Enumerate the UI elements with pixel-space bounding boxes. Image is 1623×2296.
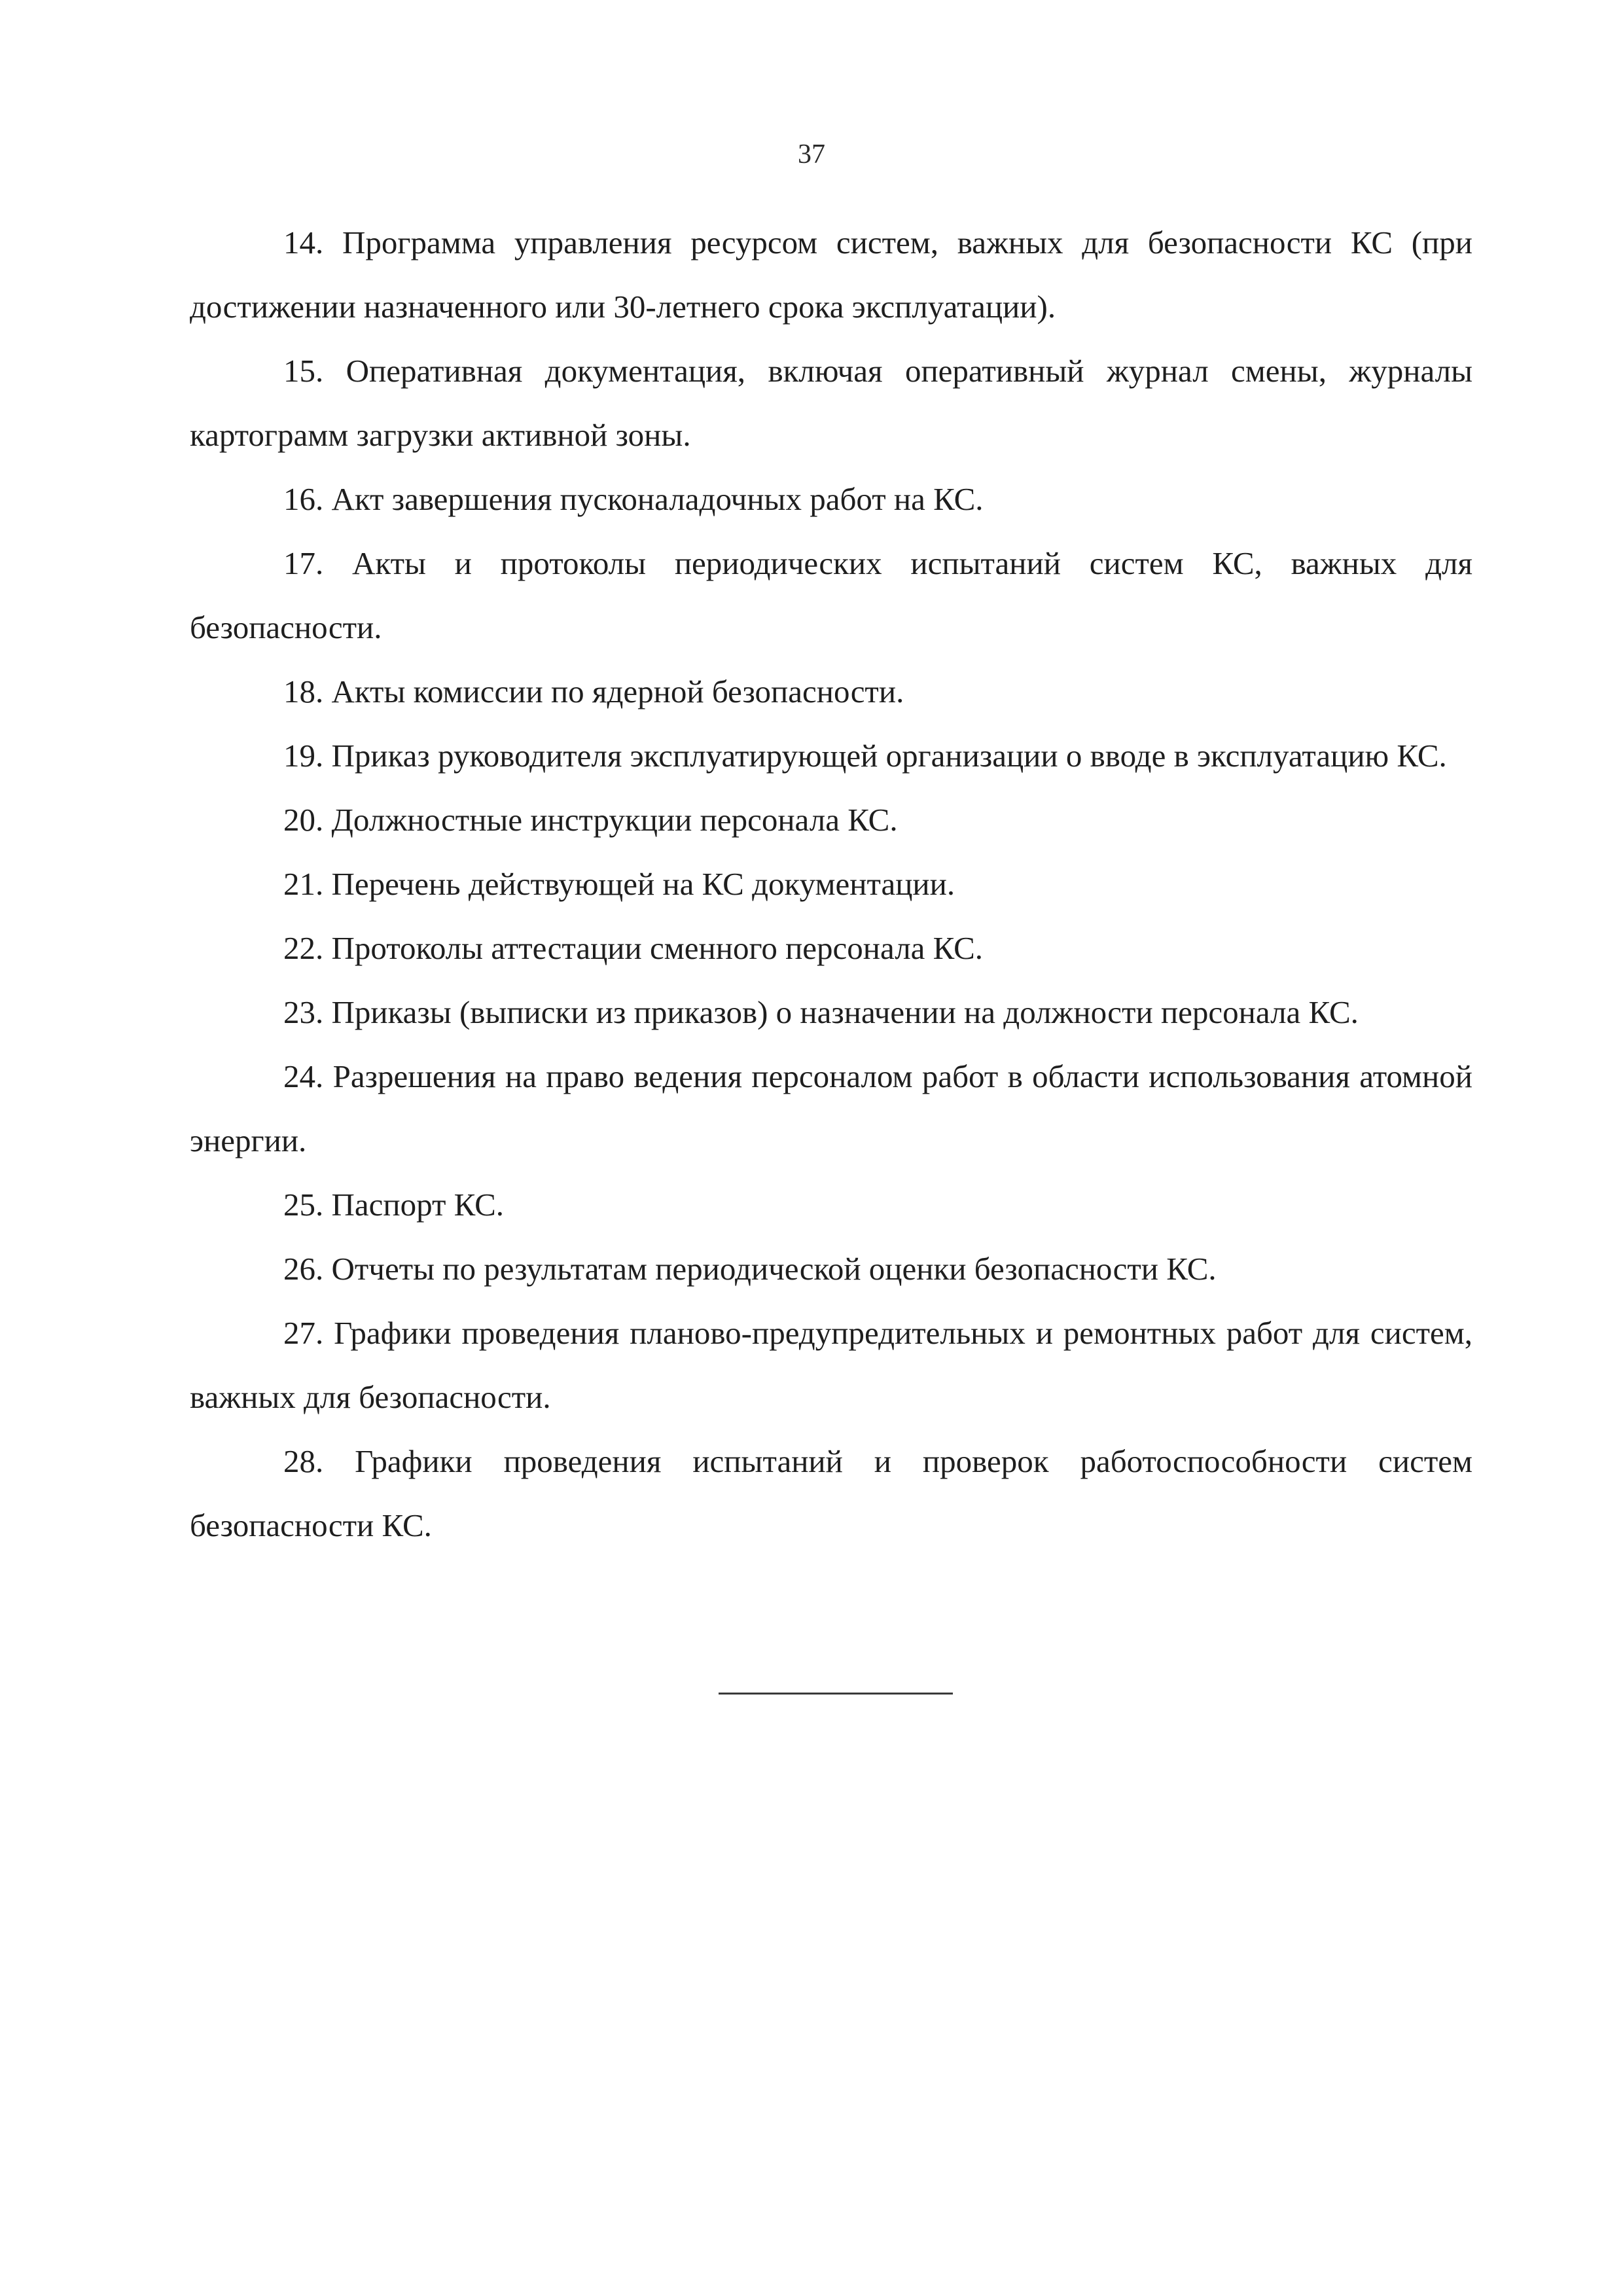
list-item-27: 27. Графики проведения планово-предупредительных и ремонтных работ для систем, важных для безопасности. [190,1315,1472,1415]
list-item-22: 22. Протоколы аттестации сменного персонала КС. [283,930,984,966]
list-item-23: 23. Приказы (выписки из приказов) о назначении на должности персонала КС. [283,994,1359,1030]
list-item-26: 26. Отчеты по результатам периодической оценки безопасности КС. [283,1251,1217,1287]
document-list [190,211,1472,1558]
list-item-19: 19. Приказ руководителя эксплуатирующей организации о вводе в эксплуатацию КС. [283,738,1447,774]
list-item-18: 18. Акты комиссии по ядерной безопасности. [283,673,904,709]
list-item-16: 16. Акт завершения пусконаладочных работ на КС. [283,481,984,517]
list-item-15: 15. Оперативная документация, включая оперативный журнал смены, журналы картограмм загрузки активной зоны. [190,353,1472,453]
list-item-28: 28. Графики проведения испытаний и проверок работоспособности систем безопасности КС. [190,1443,1472,1543]
list-item-14: 14. Программа управления ресурсом систем, важных для безопасности КС (при достижении назначенного или 30-летнего срока эксплуатации). [190,224,1472,325]
list-item-24: 24. Разрешения на право ведения персоналом работ в области использования атомной энергии. [190,1058,1472,1158]
list-item-20: 20. Должностные инструкции персонала КС. [283,802,898,838]
end-divider [719,1693,953,1695]
list-item-21: 21. Перечень действующей на КС документации. [283,866,955,902]
page-number: 37 [798,139,825,170]
list-item-25: 25. Паспорт КС. [283,1187,505,1223]
list-item-17: 17. Акты и протоколы периодических испытаний систем КС, важных для безопасности. [190,545,1472,645]
